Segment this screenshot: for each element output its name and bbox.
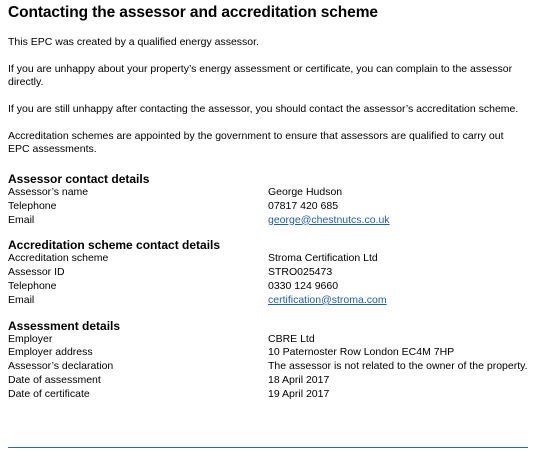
page-title: Contacting the assessor and accreditation scheme [8, 4, 378, 21]
assessor-email-row [8, 214, 528, 228]
escalate-paragraph: If you are still unhappy after contacting the assessor, you should contact the assessor’s accreditation scheme. [8, 103, 519, 115]
epc-contact-section [8, 0, 528, 402]
date-of-assessment-value: 18 April 2017 [268, 373, 330, 386]
assessor-telephone-value: 07817 420 685 [268, 199, 339, 212]
scheme-email-row [8, 294, 528, 308]
employer-address-value: 10 Paternoster Row London EC4M 7HP [268, 346, 455, 359]
assessor-name-value: George Hudson [268, 186, 343, 198]
employer-value: CBRE Ltd [268, 332, 315, 345]
assessor-telephone-label: Telephone [8, 199, 57, 212]
scheme-email-link[interactable]: certification@stroma.com [268, 293, 387, 306]
scheme-telephone-row [8, 280, 528, 294]
scheme-name-label: Accreditation scheme [8, 252, 109, 265]
section-divider [8, 447, 528, 448]
intro-paragraph: This EPC was created by a qualified energy assessor. [8, 36, 259, 48]
assessor-name-row [8, 186, 528, 200]
scheme-name-row [8, 252, 528, 266]
assessor-id-label: Assessor ID [8, 266, 65, 279]
assessor-id-value: STRO025473 [268, 266, 333, 279]
date-of-certificate-row [8, 388, 528, 402]
assessor-email-link[interactable]: george@chestnutcs.co.uk [268, 213, 390, 226]
scheme-telephone-label: Telephone [8, 279, 57, 292]
employer-label: Employer [8, 332, 53, 345]
declaration-row [8, 360, 528, 374]
employer-address-row [8, 346, 528, 360]
assessor-contact-heading: Assessor contact details [8, 172, 150, 186]
declaration-label: Assessor’s declaration [8, 360, 114, 373]
assessor-id-row [8, 266, 528, 280]
scheme-email-label: Email [8, 293, 35, 306]
scheme-contact-heading: Accreditation scheme contact details [8, 238, 221, 253]
scheme-telephone-value: 0330 124 9660 [268, 279, 339, 292]
complain-paragraph: If you are unhappy about your property’s energy assessment or certificate, you can complain to the assessor directly. [8, 63, 513, 88]
accreditation-paragraph: Accreditation schemes are appointed by the government to ensure that assessors are qualified to carry out EPC assessments. [8, 130, 504, 155]
date-of-assessment-label: Date of assessment [8, 373, 101, 386]
date-of-certificate-label: Date of certificate [8, 387, 90, 400]
assessment-details-heading: Assessment details [8, 318, 121, 333]
assessor-name-label: Assessor’s name [8, 186, 89, 198]
employer-address-label: Employer address [8, 346, 93, 359]
date-of-certificate-value: 19 April 2017 [268, 387, 330, 400]
assessor-telephone-row [8, 200, 528, 214]
employer-row [8, 333, 528, 347]
date-of-assessment-row [8, 374, 528, 388]
declaration-value: The assessor is not related to the owner of the property. [268, 360, 528, 373]
assessor-email-label: Email [8, 213, 35, 226]
scheme-name-value: Stroma Certification Ltd [268, 252, 378, 265]
